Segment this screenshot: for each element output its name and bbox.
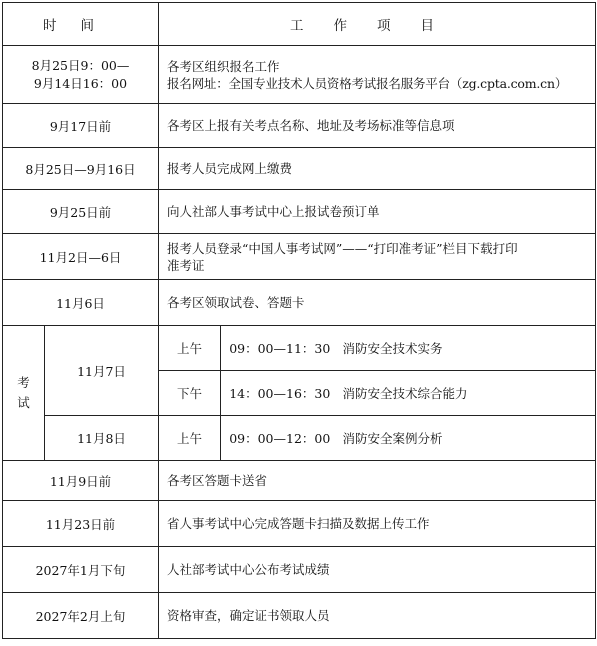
exam-time-cell: 14：00—16：30 xyxy=(221,371,339,416)
exam-session-row xyxy=(3,416,596,461)
work-cell: 各考区上报有关考点名称、地址及考场标准等信息项 xyxy=(159,104,596,148)
time-cell: 2027年2月上旬 xyxy=(3,593,159,639)
table-row xyxy=(3,46,596,104)
work-text: 报考人员登录“中国人事考试网”——“打印准考证”栏目下载打印 xyxy=(167,240,518,256)
time-cell: 11月2日—6日 xyxy=(3,234,159,280)
exam-period-cell: 下午 xyxy=(159,371,221,416)
exam-period-cell: 上午 xyxy=(159,416,221,461)
work-cell: 人社部考试中心公布考试成绩 xyxy=(159,547,596,593)
work-cell: 报考人员完成网上缴费 xyxy=(159,148,596,190)
exam-label: 考试 xyxy=(17,375,30,410)
exam-date-cell: 11月8日 xyxy=(45,416,159,461)
work-text: 准考证 xyxy=(167,257,205,273)
header-work-cell xyxy=(159,3,596,46)
time-cell xyxy=(3,46,159,104)
time-cell: 8月25日—9月16日 xyxy=(3,148,159,190)
exam-schedule-table xyxy=(2,2,596,639)
exam-session-row xyxy=(3,326,596,371)
header-time-cell xyxy=(3,3,159,46)
work-cell: 各考区领取试卷、答题卡 xyxy=(159,280,596,326)
table-header-row xyxy=(3,3,596,46)
exam-subject-cell: 消防安全技术实务 xyxy=(339,326,596,371)
exam-period-cell: 上午 xyxy=(159,326,221,371)
table-row xyxy=(3,501,596,547)
time-cell: 9月17日前 xyxy=(3,104,159,148)
exam-time-cell: 09：00—11：30 xyxy=(221,326,339,371)
exam-label-cell xyxy=(3,326,45,461)
work-cell xyxy=(159,46,596,104)
table-row xyxy=(3,280,596,326)
time-cell: 11月9日前 xyxy=(3,461,159,501)
work-cell: 省人事考试中心完成答题卡扫描及数据上传工作 xyxy=(159,501,596,547)
work-text: 报名网址：全国专业技术人员资格考试报名服务平台（zg.cpta.com.cn） xyxy=(167,75,568,91)
time-cell: 2027年1月下旬 xyxy=(3,547,159,593)
time-text: 9月14日16：00 xyxy=(33,75,128,91)
work-cell: 各考区答题卡送省 xyxy=(159,461,596,501)
table-row xyxy=(3,104,596,148)
table-row xyxy=(3,148,596,190)
header-work-label: 工作项目 xyxy=(290,18,464,34)
time-cell: 9月25日前 xyxy=(3,190,159,234)
table-row xyxy=(3,190,596,234)
table-row xyxy=(3,461,596,501)
table-row xyxy=(3,547,596,593)
work-cell xyxy=(159,234,596,280)
work-cell: 资格审查，确定证书领取人员 xyxy=(159,593,596,639)
exam-subject-cell: 消防安全技术综合能力 xyxy=(339,371,596,416)
time-cell: 11月6日 xyxy=(3,280,159,326)
time-cell: 11月23日前 xyxy=(3,501,159,547)
exam-date-cell: 11月7日 xyxy=(45,326,159,416)
time-text: 8月25日9：00— xyxy=(31,57,130,73)
work-cell: 向人社部人事考试中心上报试卷预订单 xyxy=(159,190,596,234)
exam-time-cell: 09：00—12：00 xyxy=(221,416,339,461)
work-text: 各考区组织报名工作 xyxy=(167,58,280,74)
header-time-label: 时间 xyxy=(43,18,118,34)
exam-subject-cell: 消防安全案例分析 xyxy=(339,416,596,461)
table-row xyxy=(3,593,596,639)
table-row xyxy=(3,234,596,280)
